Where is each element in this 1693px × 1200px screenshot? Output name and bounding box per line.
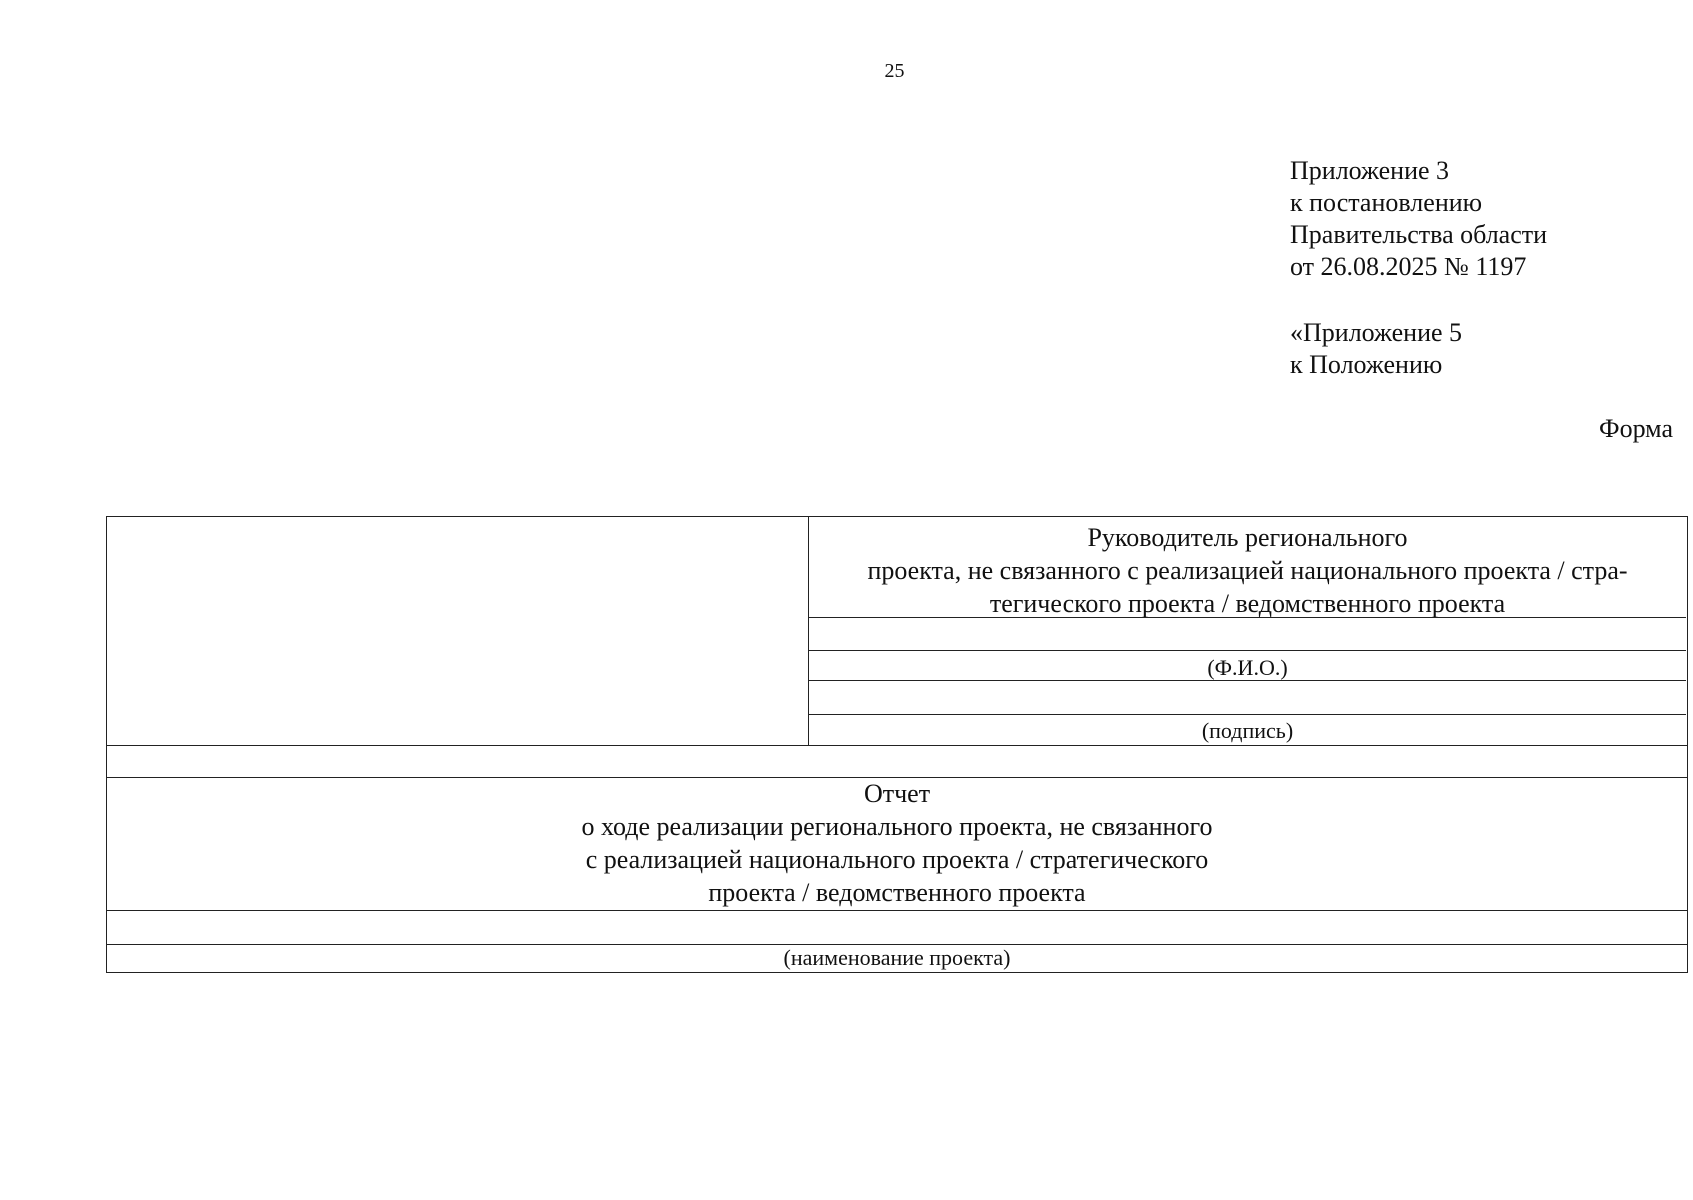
fio-field-line: [809, 650, 1686, 651]
spacer: [1290, 283, 1547, 317]
project-name-caption: (наименование проекта): [783, 945, 1011, 970]
form-table: [106, 516, 1688, 973]
appendix-line: Приложение 3: [1290, 156, 1450, 185]
approval-heading: [809, 521, 1686, 620]
fio-caption: (Ф.И.О.): [1207, 655, 1288, 680]
report-title-line: проекта / ведомственного проекта: [708, 878, 1086, 907]
signature-caption: (подпись): [1201, 718, 1294, 743]
appendix-line: к постановлению: [1290, 188, 1483, 217]
approval-heading-line: тегического проекта / ведомственного проекта: [989, 589, 1506, 618]
appendix-line: Правительства области: [1290, 220, 1548, 249]
approval-heading-line: проекта, не связанного с реализацией национального проекта / стра-: [867, 556, 1628, 585]
signature-field-line: [809, 714, 1686, 715]
divider: [107, 910, 1687, 911]
empty-cell: [107, 517, 809, 745]
divider: [809, 680, 1686, 681]
report-title-line: Отчет: [863, 779, 931, 808]
approval-heading-line: Руководитель регионального: [1087, 523, 1408, 552]
appendix-block: [1290, 155, 1547, 381]
appendix-line: «Приложение 5: [1290, 318, 1463, 347]
form-label: Форма: [1599, 414, 1673, 443]
divider: [809, 617, 1686, 618]
approval-block: [809, 517, 1686, 745]
page-number: 25: [884, 60, 905, 82]
appendix-line: к Положению: [1290, 350, 1443, 379]
divider: [107, 745, 1687, 746]
report-title: [107, 777, 1687, 909]
report-title-line: с реализацией национального проекта / стратегического: [585, 845, 1209, 874]
report-title-line: о ходе реализации регионального проекта, не связанного: [581, 812, 1213, 841]
appendix-line: от 26.08.2025 № 1197: [1290, 252, 1527, 281]
